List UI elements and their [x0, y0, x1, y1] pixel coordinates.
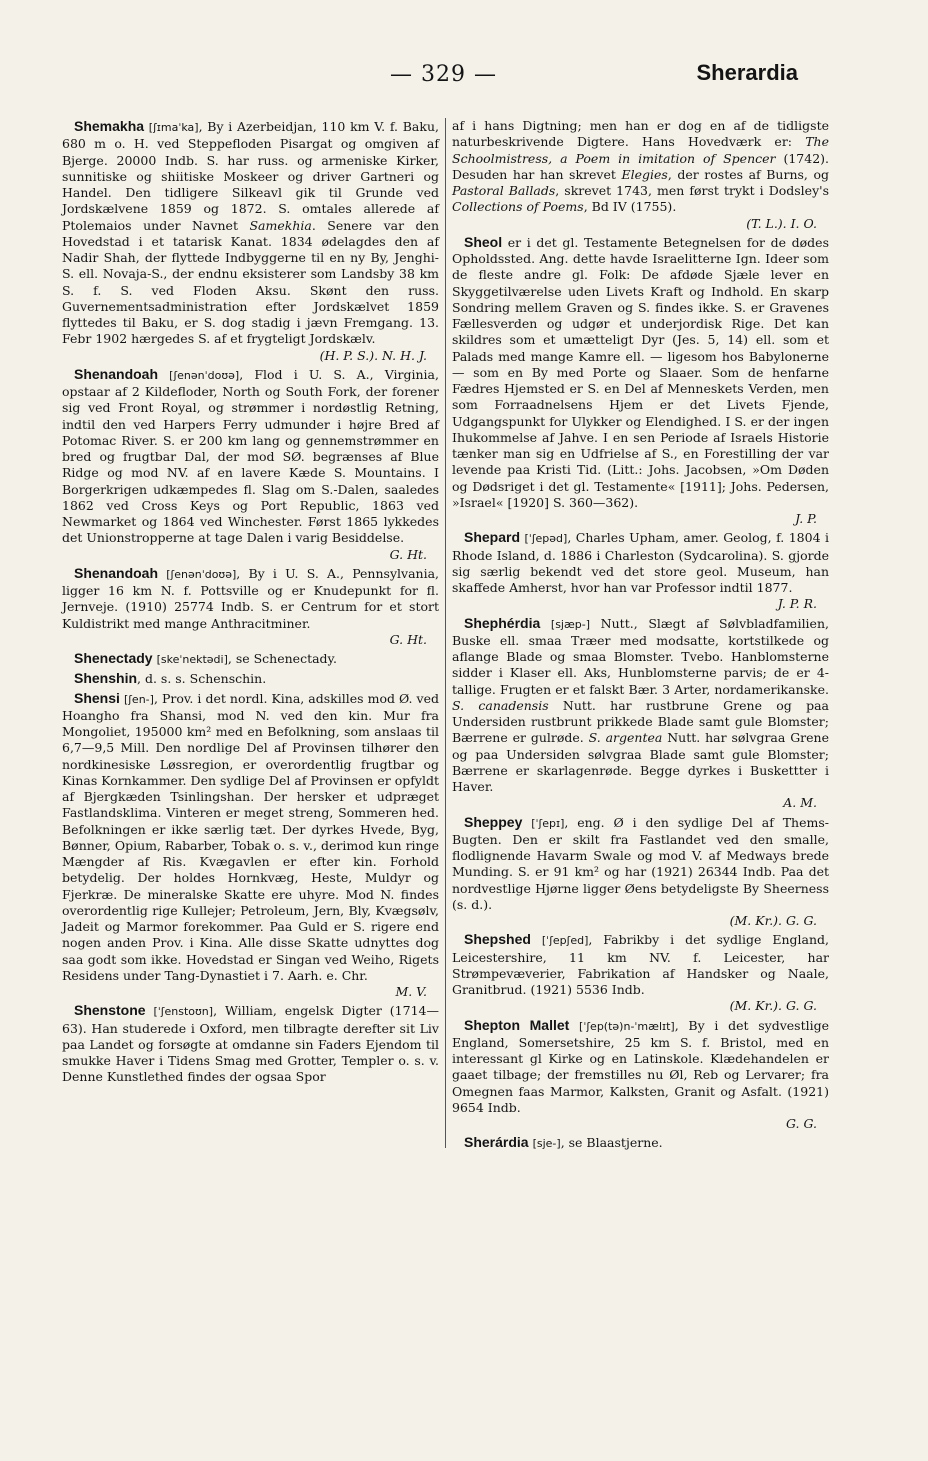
author-signature: G. Ht.	[389, 631, 427, 647]
entry-text: af i hans Digtning; men han er dog en af de tidligste naturbeskrivende Digtere. Hans Hovedværk er:	[452, 118, 829, 150]
pronunciation: [ˈʃep(tə)n-ˈmælɪt]	[579, 1019, 675, 1033]
entry-italic: Collections of Poems	[452, 199, 584, 215]
pronunciation: [ʃenənˈdoʊə]	[169, 368, 240, 382]
pronunciation: [ˈʃepəd]	[524, 532, 568, 546]
author-signature: M. V.	[395, 984, 427, 999]
entry-shepton-mallet	[452, 1017, 829, 1133]
author-signature: (T. L.). I. O.	[746, 215, 817, 231]
entry-sheppey	[452, 814, 829, 930]
entry-text: , Charles Upham, amer. Geolog, f. 1804 i Rhode Island, d. 1886 i Charleston (Sydcarolina). S. gjorde sig særlig bekendt ved det store geol. Museum, han skaffede Amherst, hvor han var Professor indtil 1877.	[452, 530, 829, 595]
cross-reference: , d. s. s. Schenschin.	[137, 671, 267, 687]
entry-shenectady[interactable]	[62, 650, 439, 668]
author-signature: G. Ht.	[389, 546, 427, 562]
entry-text: Nutt. har rustbrune Grene og paa Undersiden rustbrunt prikkede Blade samt gule Blomster; Bærrene er gulrøde.	[452, 697, 829, 746]
entry-text: (1742). Desuden har han skrevet	[452, 150, 830, 182]
left-column	[62, 118, 439, 1088]
entry-text: Nutt., Slægt af Sølvbladfamilien, Buske ell. smaa Træer med modsatte, kortstilkede og aflange Blade og smaa Blomster. Tvebo. Hanblomsterne sidder i Klaser ell. Aks, Hunblomsterne parvis; de er 4-tallige. Frugten er et falskt Bær. 3 Arter, nordamerikanske.	[452, 615, 829, 697]
entry-text: , Fabrikby i det sydlige England, Leicestershire, 11 km NV. f. Leicester, har Strømpevæverier, Fabrikation af Handsker og Naale, Granitbrud. (1921) 5536 Indb.	[452, 932, 829, 997]
entry-shemakha	[62, 118, 439, 364]
entry-italic: Pastoral Ballads	[452, 183, 556, 198]
text-columns	[62, 118, 874, 1328]
entry-italic: S. canadensis	[452, 697, 549, 713]
headword: Shenshin	[74, 670, 138, 687]
entry-shenstone	[62, 1002, 439, 1085]
entry-text: er i det gl. Testamente Betegnelsen for de dødes Opholdssted. Ang. dette havde Israelitterne Ign. Ideer som de fleste andre gl. Folk: De afdøde Sjæle lever en Skyggetilværelse uden Livets Kraft og Indhold. En skarp Sondring mellem Graven og S. findes ikke. S. er Gravenes Fællesverden og udgør et underjordisk Rige. Det kan skildres som et umætteligt Dyr (Jes. 5, 14) ell. som et Palads med mange Kamre ell. — ligesom hos Babylonerne — som en By med Porte og Slaaer. Som de henfarne Fædres Hjemsted er S. en Del af Menneskets Verden, men som Forraadnelsens Hjem er det Livets Fjende, Udgangspunkt for Ulykker og Elendighed. I S. er der ingen Ihukommelse af Jahve. I en sen Periode af Israels Historie tænker man sig en Udfrielse af S., en Forestilling der var levende paa Kristi Tid. (Litt.: Johs. Jacobsen, »Om Døden og Dødsriget i det gl. Testamente« [1911]; Johs. Pedersen, »Israel« [1920] S. 360—362).	[452, 234, 829, 510]
headword: Sheol	[464, 233, 503, 250]
entry-text: . Senere var den Hovedstad i et tatarisk Kanat. 1834 ødelagdes den af Nadir Shah, der flyttede Indbyggerne til en ny By, Jenghi-S. ell. Novaja-S., der endnu eksisterer som Landsby 38 km S. f. S. ved Floden Aksu. Skønt den russ. Guvernementsadministration efter Jordskælvet 1859 flyttedes til Baku, er S. dog stadig i jævn Fremgang. 13. Febr 1902 hærgedes S. af et frygteligt Jordskælv.	[62, 217, 439, 347]
entry-shepherdia	[452, 615, 829, 812]
headword: Shemakha	[74, 118, 145, 134]
pronunciation: [skeˈnektədi]	[156, 653, 228, 666]
headword: Shensi	[74, 689, 120, 706]
headword: Shenstone	[74, 1002, 146, 1019]
headword: Sheppey	[464, 813, 523, 830]
pronunciation: [sje-]	[532, 1137, 561, 1151]
headword: Shenectady	[74, 650, 153, 666]
headword: Shepshed	[464, 931, 531, 948]
column-divider	[445, 118, 446, 1148]
pronunciation: [ʃenənˈdoʊə]	[166, 567, 237, 581]
headword: Sherárdia	[464, 1134, 529, 1151]
author-signature: (M. Kr.). G. G.	[729, 913, 817, 928]
entry-text: , William, engelsk Digter (1714—63). Han studerede i Oxford, men tilbragte derefter sit Liv paa Landet og forsøgte at omdanne sin Faders Ejendom til smukke Haver i Tidens Smag med Grotter, Templer o. s. v. Denne Kunstlethed findes der ogsaa Spor	[62, 1003, 439, 1085]
entry-shenshin[interactable]	[62, 670, 439, 687]
entry-text: , Bd IV (1755).	[583, 199, 677, 215]
author-signature: J. P.	[795, 511, 817, 526]
entry-text: , By i det sydvestlige England, Somersetshire, 25 km S. f. Bristol, med en interessant gl Kirke og en Latinskole. Klædehandelen er gaaet tilbage; der fremstilles nu Øl, Reb og Lervarer; fra Omegnen faas Marmor, Kalksten, Granit og Asfalt. (1921) 9654 Indb.	[452, 1017, 829, 1115]
running-head: Sherardia	[696, 60, 798, 85]
entry-text: , By i U. S. A., Pennsylvania, ligger 16 km N. f. Pottsville og er Knudepunkt for fl. Jernveje. (1910) 25774 Indb. S. er Centrum for et stort Kuldistrikt med mange Anthracitminer.	[62, 565, 439, 631]
right-column	[452, 118, 829, 1155]
author-signature: G. G.	[786, 1116, 817, 1131]
pronunciation: [ʃen-]	[123, 692, 154, 706]
entry-shenandoah-town	[62, 565, 439, 648]
headword: Shenandoah	[74, 564, 159, 581]
entry-sherardia[interactable]	[452, 1134, 829, 1152]
entry-shensi	[62, 690, 439, 1001]
headword: Shenandoah	[74, 365, 159, 382]
entry-text: , Prov. i det nordl. Kina, adskilles mod Ø. ved Hoangho fra Shansi, mod N. ved den kin. Mur fra Mongoliet, 195000 km² med en Befolkning, som anslaas til 6,7—9,5 Mill. Den nordlige Del af Provinsen tilhører den nordkinesiske Løssregion, er overordentlig frugtbar og Kinas Kornkammer. Den sydlige Del af Provinsen er opfyldt af Bjergkæden Tsinlingshan. Der hersker et udpræget Fastlandsklima. Vinteren er meget streng, Sommeren hed. Befolkningen er ikke særlig tæt. Der dyrkes Hvede, Byg, Bønner, Opium, Rabarber, Tobak o. s. v., derimod kun ringe Mængder af Ris. Kvægavlen er efter kin. Forhold betydelig. Der holdes Hornkvæg, Heste, Muldyr og Fjerkræ. De mineralske Skatte ere uhyre. Mod N. findes overordentlig rige Kullejer; Petroleum, Jern, Bly, Kvægsølv, Jadeit og Marmor forekommer. Paa Guld er S. rigere end nogen anden Prov. i Kina. Alle disse Skatte udnyttes dog saa godt som ikke. Hovedstad er Singan ved Weiho, Rigets Residens under Tang-Dynastiet i 7. Aarh. e. Chr.	[62, 690, 439, 983]
pronunciation: [ʃɪmaˈka]	[148, 121, 199, 134]
page-header	[60, 60, 798, 100]
entry-text: , By i Azerbeidjan, 110 km V. f. Baku, 680 m o. H. ved Steppefloden Pisargat og omgiven af Bjerge. 20000 Indb. S. har russ. og armeniske Kirker, sunnitiske og shiitiske Moskeer og driver Gartneri og Handel. Den tidligere Silkeavl gik til Grunde ved Jordskælvene 1859 og 1872. S. omtales allerede af Ptolemaios under Navnet	[62, 119, 439, 233]
author-signature: (M. Kr.). G. G.	[729, 998, 817, 1014]
entry-shenstone-continued	[452, 118, 829, 232]
entry-shenandoah-river	[62, 366, 439, 563]
pronunciation: [ˈʃepɪ]	[531, 816, 565, 830]
author-signature: (H. P. S.). N. H. J.	[319, 347, 427, 363]
cross-reference: , se Schenectady.	[227, 651, 337, 666]
entry-text: , skrevet 1743, men først trykt i Dodsley's	[555, 183, 829, 198]
pronunciation: [ˈʃepʃed]	[541, 934, 589, 948]
entry-text: , der rostes af Burns, og	[667, 166, 829, 182]
headword: Shepton Mallet	[464, 1016, 570, 1033]
entry-italic: Samekhia	[249, 217, 312, 233]
entry-shepshed	[452, 931, 829, 1014]
entry-italic: Elegies	[621, 166, 668, 182]
entry-text: , eng. Ø i den sydlige Del af Thems-Bugten. Den er skilt fra Fastlandet ved den smalle, flodlignende Havarm Swale og mod V. af Medways brede Munding. S. er 91 km² og har (1921) 26344 Indb. Paa det nordvestlige Hjørne ligger Øens betydeligste By Sheerness (s. d.).	[452, 814, 829, 912]
entry-sheol	[452, 234, 829, 528]
pronunciation: [sjæp-]	[550, 617, 591, 631]
entry-italic: S. argentea	[588, 730, 663, 746]
entry-text: Nutt. har sølvgraa Grene og paa Undersiden sølvgraa Blade samt gule Blomster; Bærrene er skarlagenrøde. Begge dyrkes i Buskettter i Haver.	[452, 730, 829, 794]
entry-shepard	[452, 529, 829, 612]
pronunciation: [ˈʃenstoʊn]	[153, 1005, 214, 1019]
author-signature: J. P. R.	[777, 596, 817, 612]
author-signature: A. M.	[783, 795, 817, 811]
headword: Shephérdia	[464, 614, 541, 631]
cross-reference: , se Blaastjerne.	[560, 1135, 663, 1151]
headword: Shepard	[464, 529, 521, 546]
entry-italic: The Schoolmistress, a Poem in imitation of Spencer	[452, 134, 829, 166]
entry-text: , Flod i U. S. A., Virginia, opstaar af 2 Kildefloder, North og South Fork, der forener sig ved Front Royal, og strømmer i nordøstlig Retning, indtil den ved Harpers Ferry udmunder i højre Bred af Potomac River. S. er 200 km lang og gennemstrømmer en bred og frugtbar Dal, der mod SØ. begrænses af Blue Ridge og mod NV. af en lavere Kæde S. Mountains. I Borgerkrigen udkæmpedes fl. Slag om S.-Dalen, saaledes 1862 ved Cross Keys og Port Republic, 1863 ved Newmarket og 1864 ved Winchester. Først 1865 lykkedes det Unionstropperne at tage Dalen i varig Besiddelse.	[62, 366, 439, 546]
page-number: — 329 —	[390, 62, 497, 87]
